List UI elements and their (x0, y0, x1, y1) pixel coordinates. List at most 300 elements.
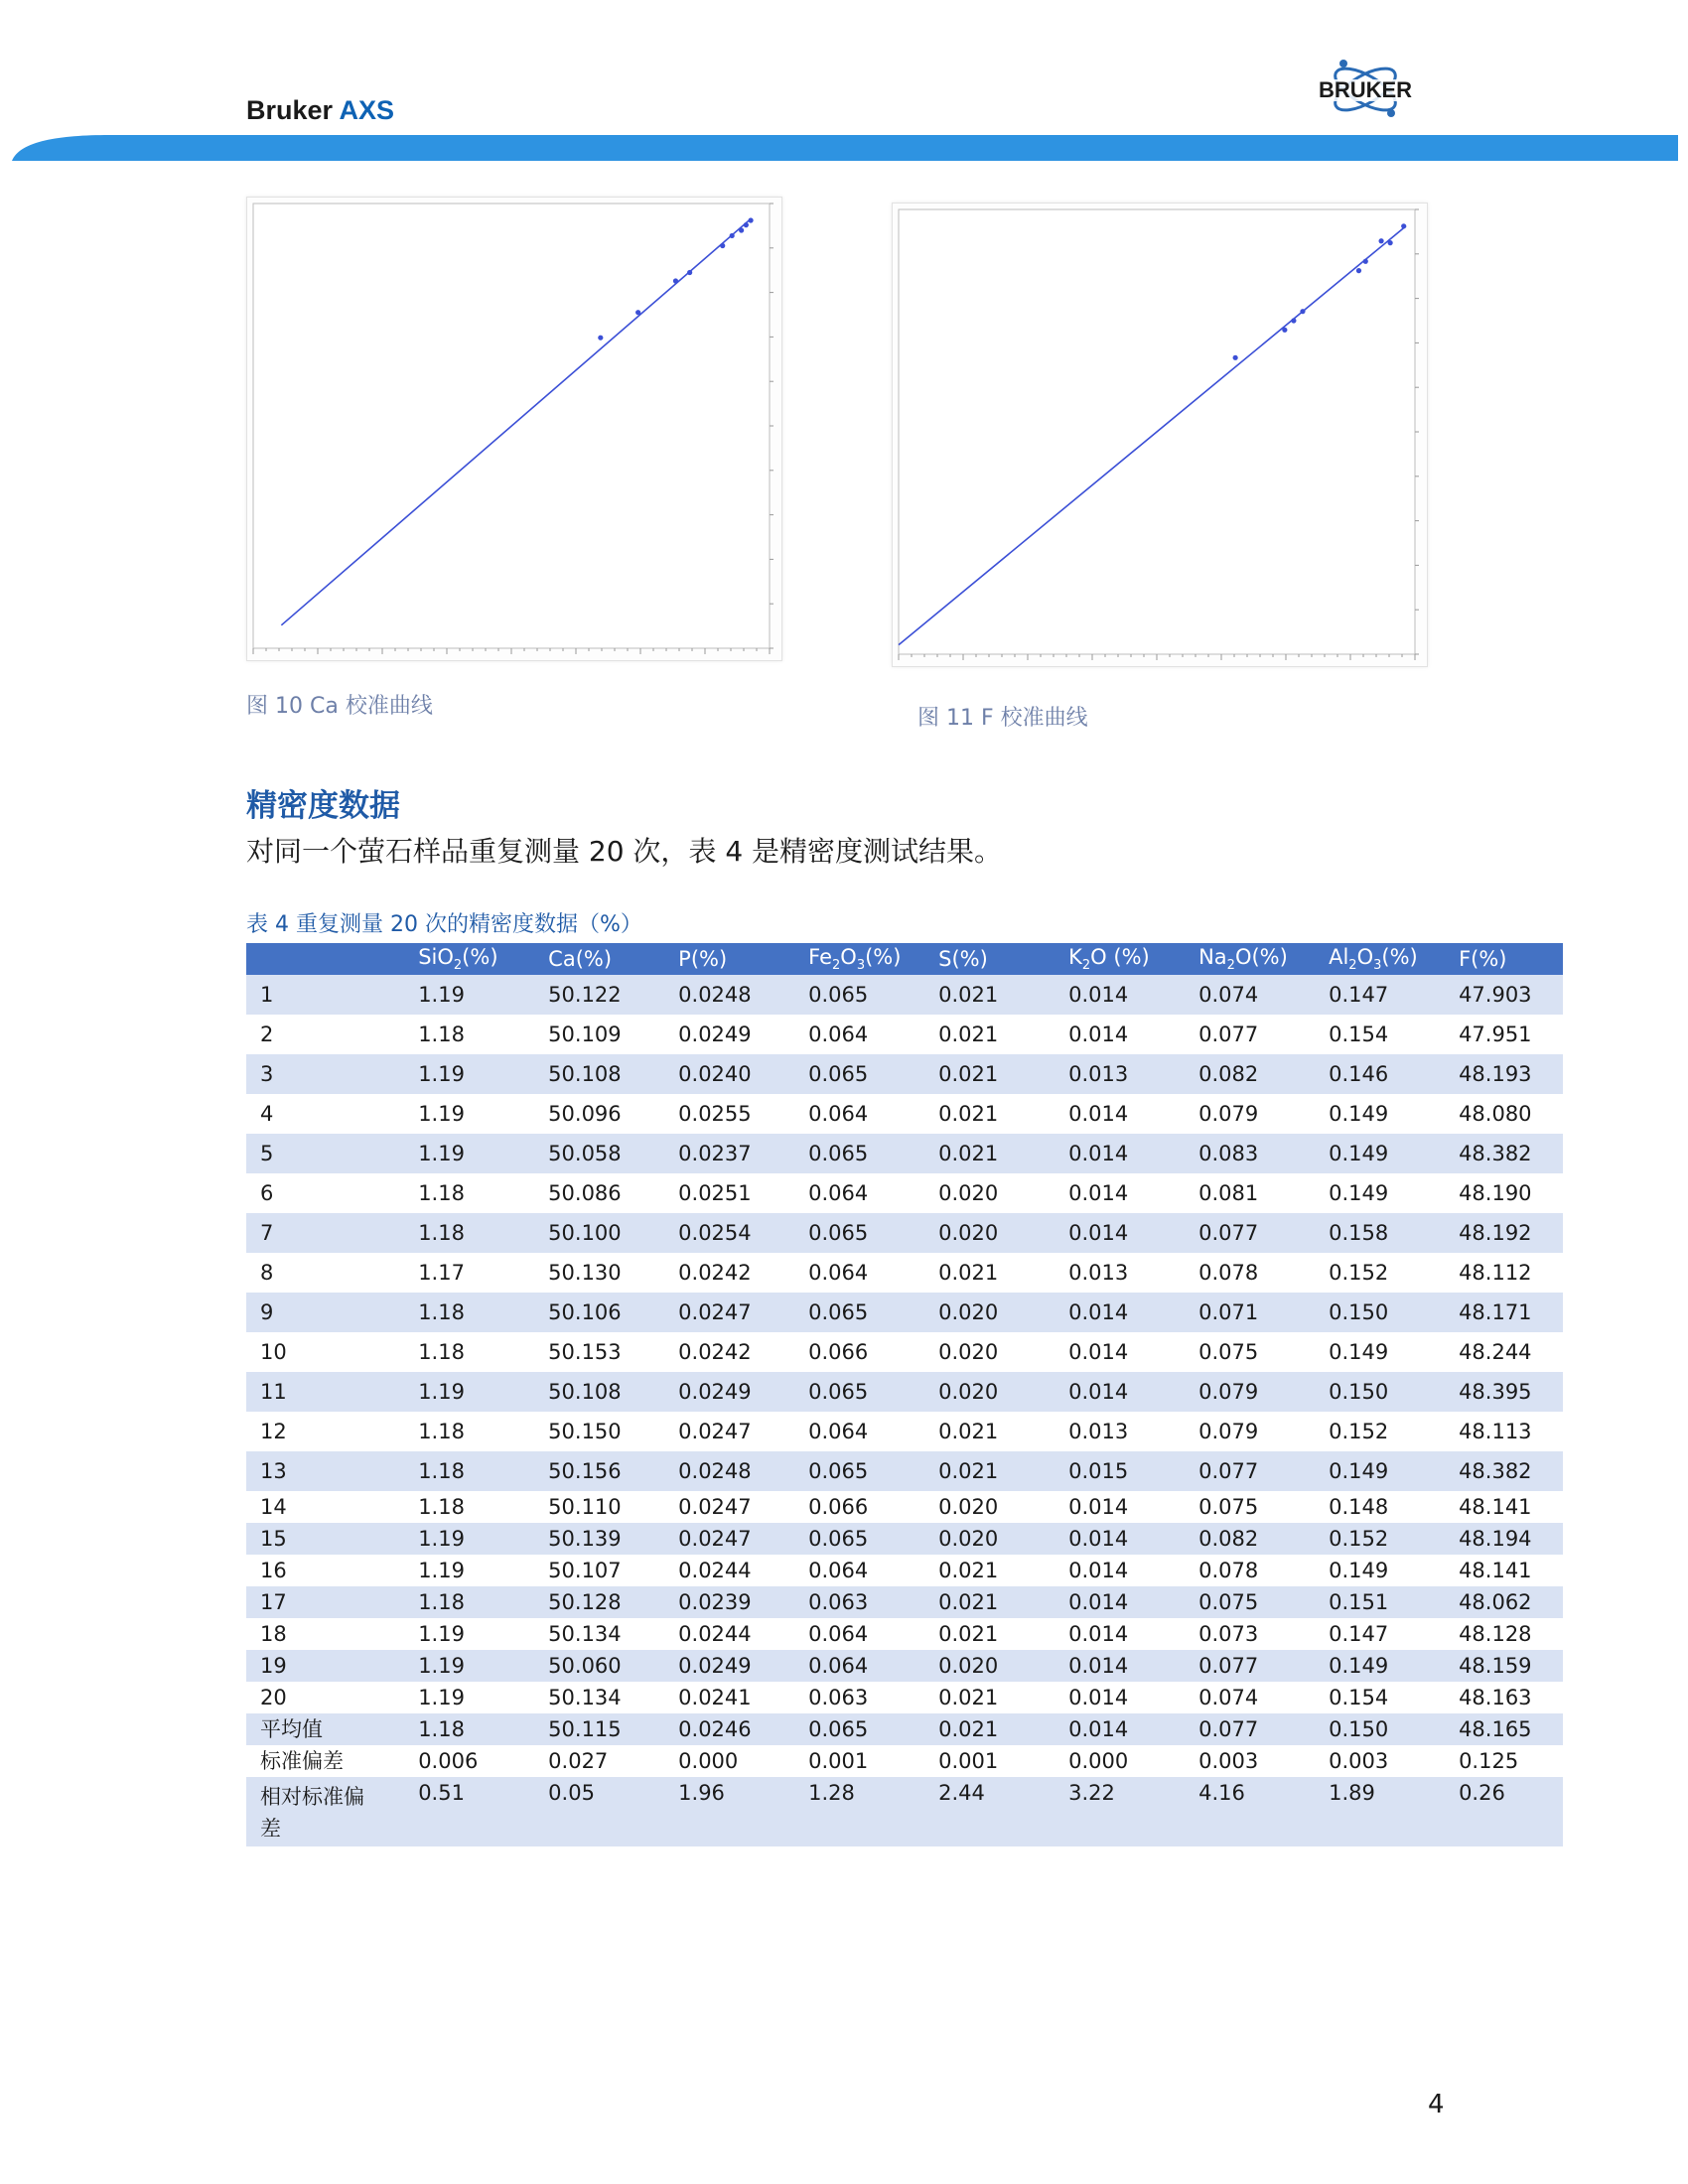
table-row (246, 1451, 1563, 1491)
table-cell: 0.064 (794, 1412, 924, 1451)
table-cell: 0.0246 (664, 1713, 794, 1745)
table-cell: 0.0247 (664, 1523, 794, 1555)
table-cell: 0.158 (1315, 1213, 1445, 1253)
table-cell: 0.014 (1055, 1372, 1185, 1412)
table-cell: 0.147 (1315, 975, 1445, 1015)
figure-ca-caption: 图 10 Ca 校准曲线 (246, 694, 433, 719)
table-cell: 0.0242 (664, 1332, 794, 1372)
table-cell: 0.150 (1315, 1293, 1445, 1332)
column-header-part: F(%) (1459, 947, 1507, 971)
table-cell: 0.0248 (664, 975, 794, 1015)
table-caption: 表 4 重复测量 20 次的精密度数据（%） (246, 912, 642, 937)
table-cell: 0.079 (1185, 1372, 1315, 1412)
table-cell: 0.020 (924, 1372, 1055, 1412)
table-row (246, 1491, 1563, 1523)
table-cell: 48.141 (1445, 1491, 1563, 1523)
table-cell: 0.154 (1315, 1682, 1445, 1713)
table-cell: 0.073 (1185, 1618, 1315, 1650)
row-label: 18 (246, 1618, 404, 1650)
table-cell: 0.150 (1315, 1713, 1445, 1745)
page-number: 4 (1428, 2090, 1445, 2119)
table-cell: 48.244 (1445, 1332, 1563, 1372)
table-cell: 0.074 (1185, 975, 1315, 1015)
table-cell: 0.014 (1055, 1134, 1185, 1173)
column-header-part: P(%) (678, 947, 728, 971)
table-cell: 0.151 (1315, 1586, 1445, 1618)
table-cell: 0.075 (1185, 1491, 1315, 1523)
table-cell: 0.020 (924, 1293, 1055, 1332)
table-cell: 0.014 (1055, 1332, 1185, 1372)
table-cell: 0.020 (924, 1650, 1055, 1682)
table-cell: 0.000 (664, 1745, 794, 1777)
table-cell: 0.065 (794, 1293, 924, 1332)
table-cell: 3.22 (1055, 1777, 1185, 1846)
column-header-part: 3 (856, 958, 866, 974)
table-cell: 0.077 (1185, 1713, 1315, 1745)
table-cell: 0.014 (1055, 1094, 1185, 1134)
figure-ca-chart (246, 197, 782, 661)
table-cell: 0.0248 (664, 1451, 794, 1491)
data-point (748, 217, 753, 222)
data-point (720, 243, 725, 248)
column-header-part: SiO (418, 944, 454, 969)
logo-text: BRUKER (1318, 77, 1413, 102)
table-cell: 50.130 (534, 1253, 664, 1293)
table-cell: 0.015 (1055, 1451, 1185, 1491)
table-cell: 1.18 (404, 1015, 534, 1054)
table-cell: 0.149 (1315, 1451, 1445, 1491)
table-cell: 0.077 (1185, 1015, 1315, 1054)
table-cell: 0.148 (1315, 1491, 1445, 1523)
table-cell: 50.096 (534, 1094, 664, 1134)
table-cell: 50.156 (534, 1451, 664, 1491)
table-cell: 1.18 (404, 1586, 534, 1618)
column-header-part: (%) (462, 944, 498, 969)
data-point (1282, 328, 1287, 333)
row-label: 10 (246, 1332, 404, 1372)
table-cell: 0.021 (924, 1618, 1055, 1650)
table-cell: 1.18 (404, 1173, 534, 1213)
row-label: 14 (246, 1491, 404, 1523)
table-cell: 48.382 (1445, 1451, 1563, 1491)
row-label: 5 (246, 1134, 404, 1173)
table-cell: 0.079 (1185, 1094, 1315, 1134)
table-cell: 48.112 (1445, 1253, 1563, 1293)
table-cell: 1.19 (404, 1555, 534, 1586)
table-cell: 0.001 (924, 1745, 1055, 1777)
table-cell: 0.021 (924, 1054, 1055, 1094)
table-header-row (246, 943, 1563, 975)
table-cell: 1.19 (404, 1054, 534, 1094)
table-cell: 0.021 (924, 1015, 1055, 1054)
table-cell: 48.192 (1445, 1213, 1563, 1253)
table-cell: 0.152 (1315, 1253, 1445, 1293)
table-cell: 0.021 (924, 1412, 1055, 1451)
table-cell: 0.021 (924, 1451, 1055, 1491)
table-cell: 50.108 (534, 1054, 664, 1094)
table-cell: 0.075 (1185, 1586, 1315, 1618)
table-cell: 0.149 (1315, 1094, 1445, 1134)
column-header-part: Ca(%) (548, 947, 613, 971)
table-cell: 0.021 (924, 1586, 1055, 1618)
table-cell: 0.006 (404, 1745, 534, 1777)
table-cell: 0.021 (924, 1713, 1055, 1745)
table-cell: 1.19 (404, 1094, 534, 1134)
table-cell: 48.171 (1445, 1293, 1563, 1332)
table-cell: 47.903 (1445, 975, 1563, 1015)
table-cell: 0.0244 (664, 1618, 794, 1650)
table-cell: 0.077 (1185, 1650, 1315, 1682)
table-cell: 0.064 (794, 1555, 924, 1586)
table-cell: 0.0249 (664, 1015, 794, 1054)
table-cell: 48.163 (1445, 1682, 1563, 1713)
table-row (246, 975, 1563, 1015)
table-cell: 0.152 (1315, 1523, 1445, 1555)
table-cell: 48.141 (1445, 1555, 1563, 1586)
table-row (246, 1523, 1563, 1555)
table-cell: 0.065 (794, 1213, 924, 1253)
row-label: 11 (246, 1372, 404, 1412)
table-cell: 0.063 (794, 1586, 924, 1618)
header-brand (246, 95, 394, 126)
table-cell: 50.122 (534, 975, 664, 1015)
column-header (1445, 943, 1563, 975)
table-cell: 0.014 (1055, 1618, 1185, 1650)
table-cell: 0.05 (534, 1777, 664, 1846)
f-plot (893, 204, 1427, 666)
table-row (246, 1713, 1563, 1745)
table-cell: 0.020 (924, 1332, 1055, 1372)
table-cell: 0.149 (1315, 1134, 1445, 1173)
table-cell: 0.013 (1055, 1412, 1185, 1451)
table-cell: 0.014 (1055, 1213, 1185, 1253)
table-cell: 0.014 (1055, 1293, 1185, 1332)
row-label: 19 (246, 1650, 404, 1682)
table-cell: 0.083 (1185, 1134, 1315, 1173)
row-label: 15 (246, 1523, 404, 1555)
table-row (246, 1094, 1563, 1134)
row-label: 17 (246, 1586, 404, 1618)
table-cell: 0.125 (1445, 1745, 1563, 1777)
table-cell: 0.021 (924, 1555, 1055, 1586)
table-cell: 0.149 (1315, 1650, 1445, 1682)
table-cell: 0.065 (794, 1134, 924, 1173)
table-row (246, 1372, 1563, 1412)
table-cell: 50.086 (534, 1173, 664, 1213)
column-header (924, 943, 1055, 975)
table-cell: 0.26 (1445, 1777, 1563, 1846)
table-cell: 1.89 (1315, 1777, 1445, 1846)
row-label: 1 (246, 975, 404, 1015)
table-cell: 0.013 (1055, 1054, 1185, 1094)
table-cell: 48.165 (1445, 1713, 1563, 1745)
table-cell: 0.150 (1315, 1372, 1445, 1412)
table-cell: 0.065 (794, 975, 924, 1015)
table-cell: 0.074 (1185, 1682, 1315, 1713)
column-header-part: K (1068, 944, 1082, 969)
row-label: 6 (246, 1173, 404, 1213)
table-cell: 0.0237 (664, 1134, 794, 1173)
column-header-part: (%) (1381, 944, 1418, 969)
table-row (246, 1650, 1563, 1682)
table-cell: 0.149 (1315, 1173, 1445, 1213)
table-cell: 0.064 (794, 1650, 924, 1682)
row-label: 标准偏差 (246, 1745, 404, 1777)
row-label: 9 (246, 1293, 404, 1332)
table-cell: 48.080 (1445, 1094, 1563, 1134)
data-point (598, 336, 603, 341)
table-cell: 50.128 (534, 1586, 664, 1618)
table-cell: 0.065 (794, 1372, 924, 1412)
column-header-part: 2 (453, 958, 463, 974)
table-cell: 50.110 (534, 1491, 664, 1523)
table-cell: 0.064 (794, 1253, 924, 1293)
table-cell: 1.18 (404, 1332, 534, 1372)
table-row (246, 1586, 1563, 1618)
row-label: 8 (246, 1253, 404, 1293)
column-header-part: O (1356, 944, 1374, 969)
table-cell: 0.014 (1055, 1555, 1185, 1586)
data-point (1363, 259, 1368, 264)
table-cell: 4.16 (1185, 1777, 1315, 1846)
table-cell: 0.077 (1185, 1451, 1315, 1491)
table-cell: 0.014 (1055, 1650, 1185, 1682)
table-cell: 0.0242 (664, 1253, 794, 1293)
data-point (673, 278, 678, 283)
table-row (246, 1015, 1563, 1054)
table-cell: 0.0241 (664, 1682, 794, 1713)
data-point (1378, 238, 1383, 243)
table-cell: 0.0240 (664, 1054, 794, 1094)
table-cell: 48.194 (1445, 1523, 1563, 1555)
table-cell: 0.003 (1315, 1745, 1445, 1777)
figure-f-caption: 图 11 F 校准曲线 (917, 706, 1088, 731)
data-point (730, 233, 735, 238)
table-cell: 0.0239 (664, 1586, 794, 1618)
table-cell: 48.190 (1445, 1173, 1563, 1213)
row-label: 平均值 (246, 1713, 404, 1745)
table-cell: 50.153 (534, 1332, 664, 1372)
brand-accent: AXS (339, 95, 395, 125)
table-cell: 1.18 (404, 1412, 534, 1451)
table-cell: 0.0249 (664, 1372, 794, 1412)
table-cell: 0.000 (1055, 1745, 1185, 1777)
table-cell: 0.014 (1055, 1713, 1185, 1745)
table-row (246, 1054, 1563, 1094)
table-cell: 1.19 (404, 1682, 534, 1713)
table-cell: 1.28 (794, 1777, 924, 1846)
table-cell: 0.0249 (664, 1650, 794, 1682)
row-label: 16 (246, 1555, 404, 1586)
table-cell: 0.065 (794, 1523, 924, 1555)
table-cell: 0.078 (1185, 1253, 1315, 1293)
row-label: 4 (246, 1094, 404, 1134)
figure-f-chart (892, 203, 1428, 667)
table-cell: 0.021 (924, 1094, 1055, 1134)
table-row (246, 1777, 1563, 1846)
column-header-part: (%) (865, 944, 902, 969)
table-cell: 47.951 (1445, 1015, 1563, 1054)
table-cell: 0.014 (1055, 1015, 1185, 1054)
data-point (1291, 318, 1296, 323)
table-cell: 0.0251 (664, 1173, 794, 1213)
table-cell: 0.064 (794, 1173, 924, 1213)
table-cell: 0.003 (1185, 1745, 1315, 1777)
column-header (1055, 943, 1185, 975)
table-cell: 0.0255 (664, 1094, 794, 1134)
brand-name: Bruker (246, 95, 334, 125)
table-cell: 0.0244 (664, 1555, 794, 1586)
table-cell: 0.075 (1185, 1332, 1315, 1372)
table-row (246, 1332, 1563, 1372)
table-cell: 0.020 (924, 1491, 1055, 1523)
table-cell: 0.065 (794, 1713, 924, 1745)
table-cell: 0.063 (794, 1682, 924, 1713)
table-cell: 1.18 (404, 1293, 534, 1332)
table-cell: 0.082 (1185, 1523, 1315, 1555)
table-cell: 50.100 (534, 1213, 664, 1253)
table-cell: 48.159 (1445, 1650, 1563, 1682)
table-cell: 0.014 (1055, 1491, 1185, 1523)
intro-paragraph: 对同一个萤石样品重复测量 20 次，表 4 是精密度测试结果。 (246, 835, 1003, 868)
table-cell: 0.064 (794, 1015, 924, 1054)
table-cell: 0.066 (794, 1491, 924, 1523)
data-point (1233, 355, 1238, 360)
table-cell: 48.193 (1445, 1054, 1563, 1094)
table-cell: 50.058 (534, 1134, 664, 1173)
table-cell: 0.014 (1055, 1586, 1185, 1618)
table-cell: 48.382 (1445, 1134, 1563, 1173)
table-cell: 0.064 (794, 1618, 924, 1650)
column-header-part: 2 (1081, 958, 1091, 974)
table-cell: 0.152 (1315, 1412, 1445, 1451)
table-row (246, 1682, 1563, 1713)
section-title: 精密度数据 (246, 788, 400, 824)
table-cell: 50.139 (534, 1523, 664, 1555)
table-cell: 0.149 (1315, 1332, 1445, 1372)
data-point (1300, 309, 1305, 314)
table-cell: 0.020 (924, 1213, 1055, 1253)
table-cell: 0.014 (1055, 1523, 1185, 1555)
table-cell: 1.19 (404, 975, 534, 1015)
table-cell: 50.150 (534, 1412, 664, 1451)
column-header (404, 943, 534, 975)
table-row (246, 1253, 1563, 1293)
table-cell: 0.0247 (664, 1293, 794, 1332)
table-cell: 0.020 (924, 1523, 1055, 1555)
table-cell: 1.19 (404, 1523, 534, 1555)
table-row (246, 1213, 1563, 1253)
table-cell: 0.146 (1315, 1054, 1445, 1094)
bruker-logo (1296, 52, 1435, 129)
table-cell: 48.062 (1445, 1586, 1563, 1618)
table-cell: 1.19 (404, 1134, 534, 1173)
table-row (246, 1412, 1563, 1451)
table-cell: 0.078 (1185, 1555, 1315, 1586)
row-label: 相对标准偏差 (246, 1777, 404, 1846)
data-point (739, 227, 744, 232)
table-cell: 0.021 (924, 1682, 1055, 1713)
table-cell: 0.064 (794, 1094, 924, 1134)
table-row (246, 1745, 1563, 1777)
table-cell: 0.079 (1185, 1412, 1315, 1451)
column-header-part: Na (1198, 944, 1227, 969)
table-cell: 0.021 (924, 1253, 1055, 1293)
column-header-part: O (840, 944, 857, 969)
data-point (687, 270, 692, 275)
table-cell: 48.113 (1445, 1412, 1563, 1451)
table-cell: 50.108 (534, 1372, 664, 1412)
row-label: 20 (246, 1682, 404, 1713)
table-cell: 0.147 (1315, 1618, 1445, 1650)
row-label: 12 (246, 1412, 404, 1451)
data-point (635, 310, 640, 315)
table-cell: 48.395 (1445, 1372, 1563, 1412)
table-cell: 0.014 (1055, 975, 1185, 1015)
table-cell: 0.027 (534, 1745, 664, 1777)
table-cell: 1.19 (404, 1618, 534, 1650)
row-label: 7 (246, 1213, 404, 1253)
table-cell: 0.014 (1055, 1682, 1185, 1713)
column-header-part: 2 (832, 958, 841, 974)
table-cell: 0.020 (924, 1173, 1055, 1213)
table-cell: 0.066 (794, 1332, 924, 1372)
table-cell: 0.071 (1185, 1293, 1315, 1332)
row-label: 3 (246, 1054, 404, 1094)
column-header (1315, 943, 1445, 975)
table-cell: 0.0254 (664, 1213, 794, 1253)
row-label: 2 (246, 1015, 404, 1054)
table-cell: 0.081 (1185, 1173, 1315, 1213)
table-cell: 1.96 (664, 1777, 794, 1846)
data-point (1356, 268, 1361, 273)
table-cell: 0.065 (794, 1451, 924, 1491)
column-header (1185, 943, 1315, 975)
table-cell: 50.060 (534, 1650, 664, 1682)
table-cell: 1.19 (404, 1372, 534, 1412)
column-header-part: Al (1329, 944, 1349, 969)
table-cell: 0.021 (924, 1134, 1055, 1173)
data-point (1401, 223, 1406, 228)
table-cell: 0.0247 (664, 1491, 794, 1523)
table-cell: 50.107 (534, 1555, 664, 1586)
data-point (1388, 240, 1393, 245)
table-cell: 50.134 (534, 1618, 664, 1650)
table-cell: 1.18 (404, 1491, 534, 1523)
table-cell: 48.128 (1445, 1618, 1563, 1650)
column-header-row-label (246, 943, 404, 975)
row-label: 13 (246, 1451, 404, 1491)
column-header-part: 3 (1373, 958, 1382, 974)
column-header-part: 2 (1348, 958, 1357, 974)
column-header-part: S(%) (938, 947, 988, 971)
table-cell: 2.44 (924, 1777, 1055, 1846)
table-cell: 0.149 (1315, 1555, 1445, 1586)
table-cell: 1.17 (404, 1253, 534, 1293)
table-cell: 0.082 (1185, 1054, 1315, 1094)
data-point (744, 222, 749, 227)
table-row (246, 1134, 1563, 1173)
table-cell: 1.18 (404, 1451, 534, 1491)
column-header-part: Fe (808, 944, 832, 969)
ca-plot (247, 198, 781, 660)
column-header (794, 943, 924, 975)
column-header-part: 2 (1226, 958, 1235, 974)
table-cell: 0.013 (1055, 1253, 1185, 1293)
header-band (0, 131, 1688, 165)
table-cell: 50.134 (534, 1682, 664, 1713)
table-cell: 0.51 (404, 1777, 534, 1846)
